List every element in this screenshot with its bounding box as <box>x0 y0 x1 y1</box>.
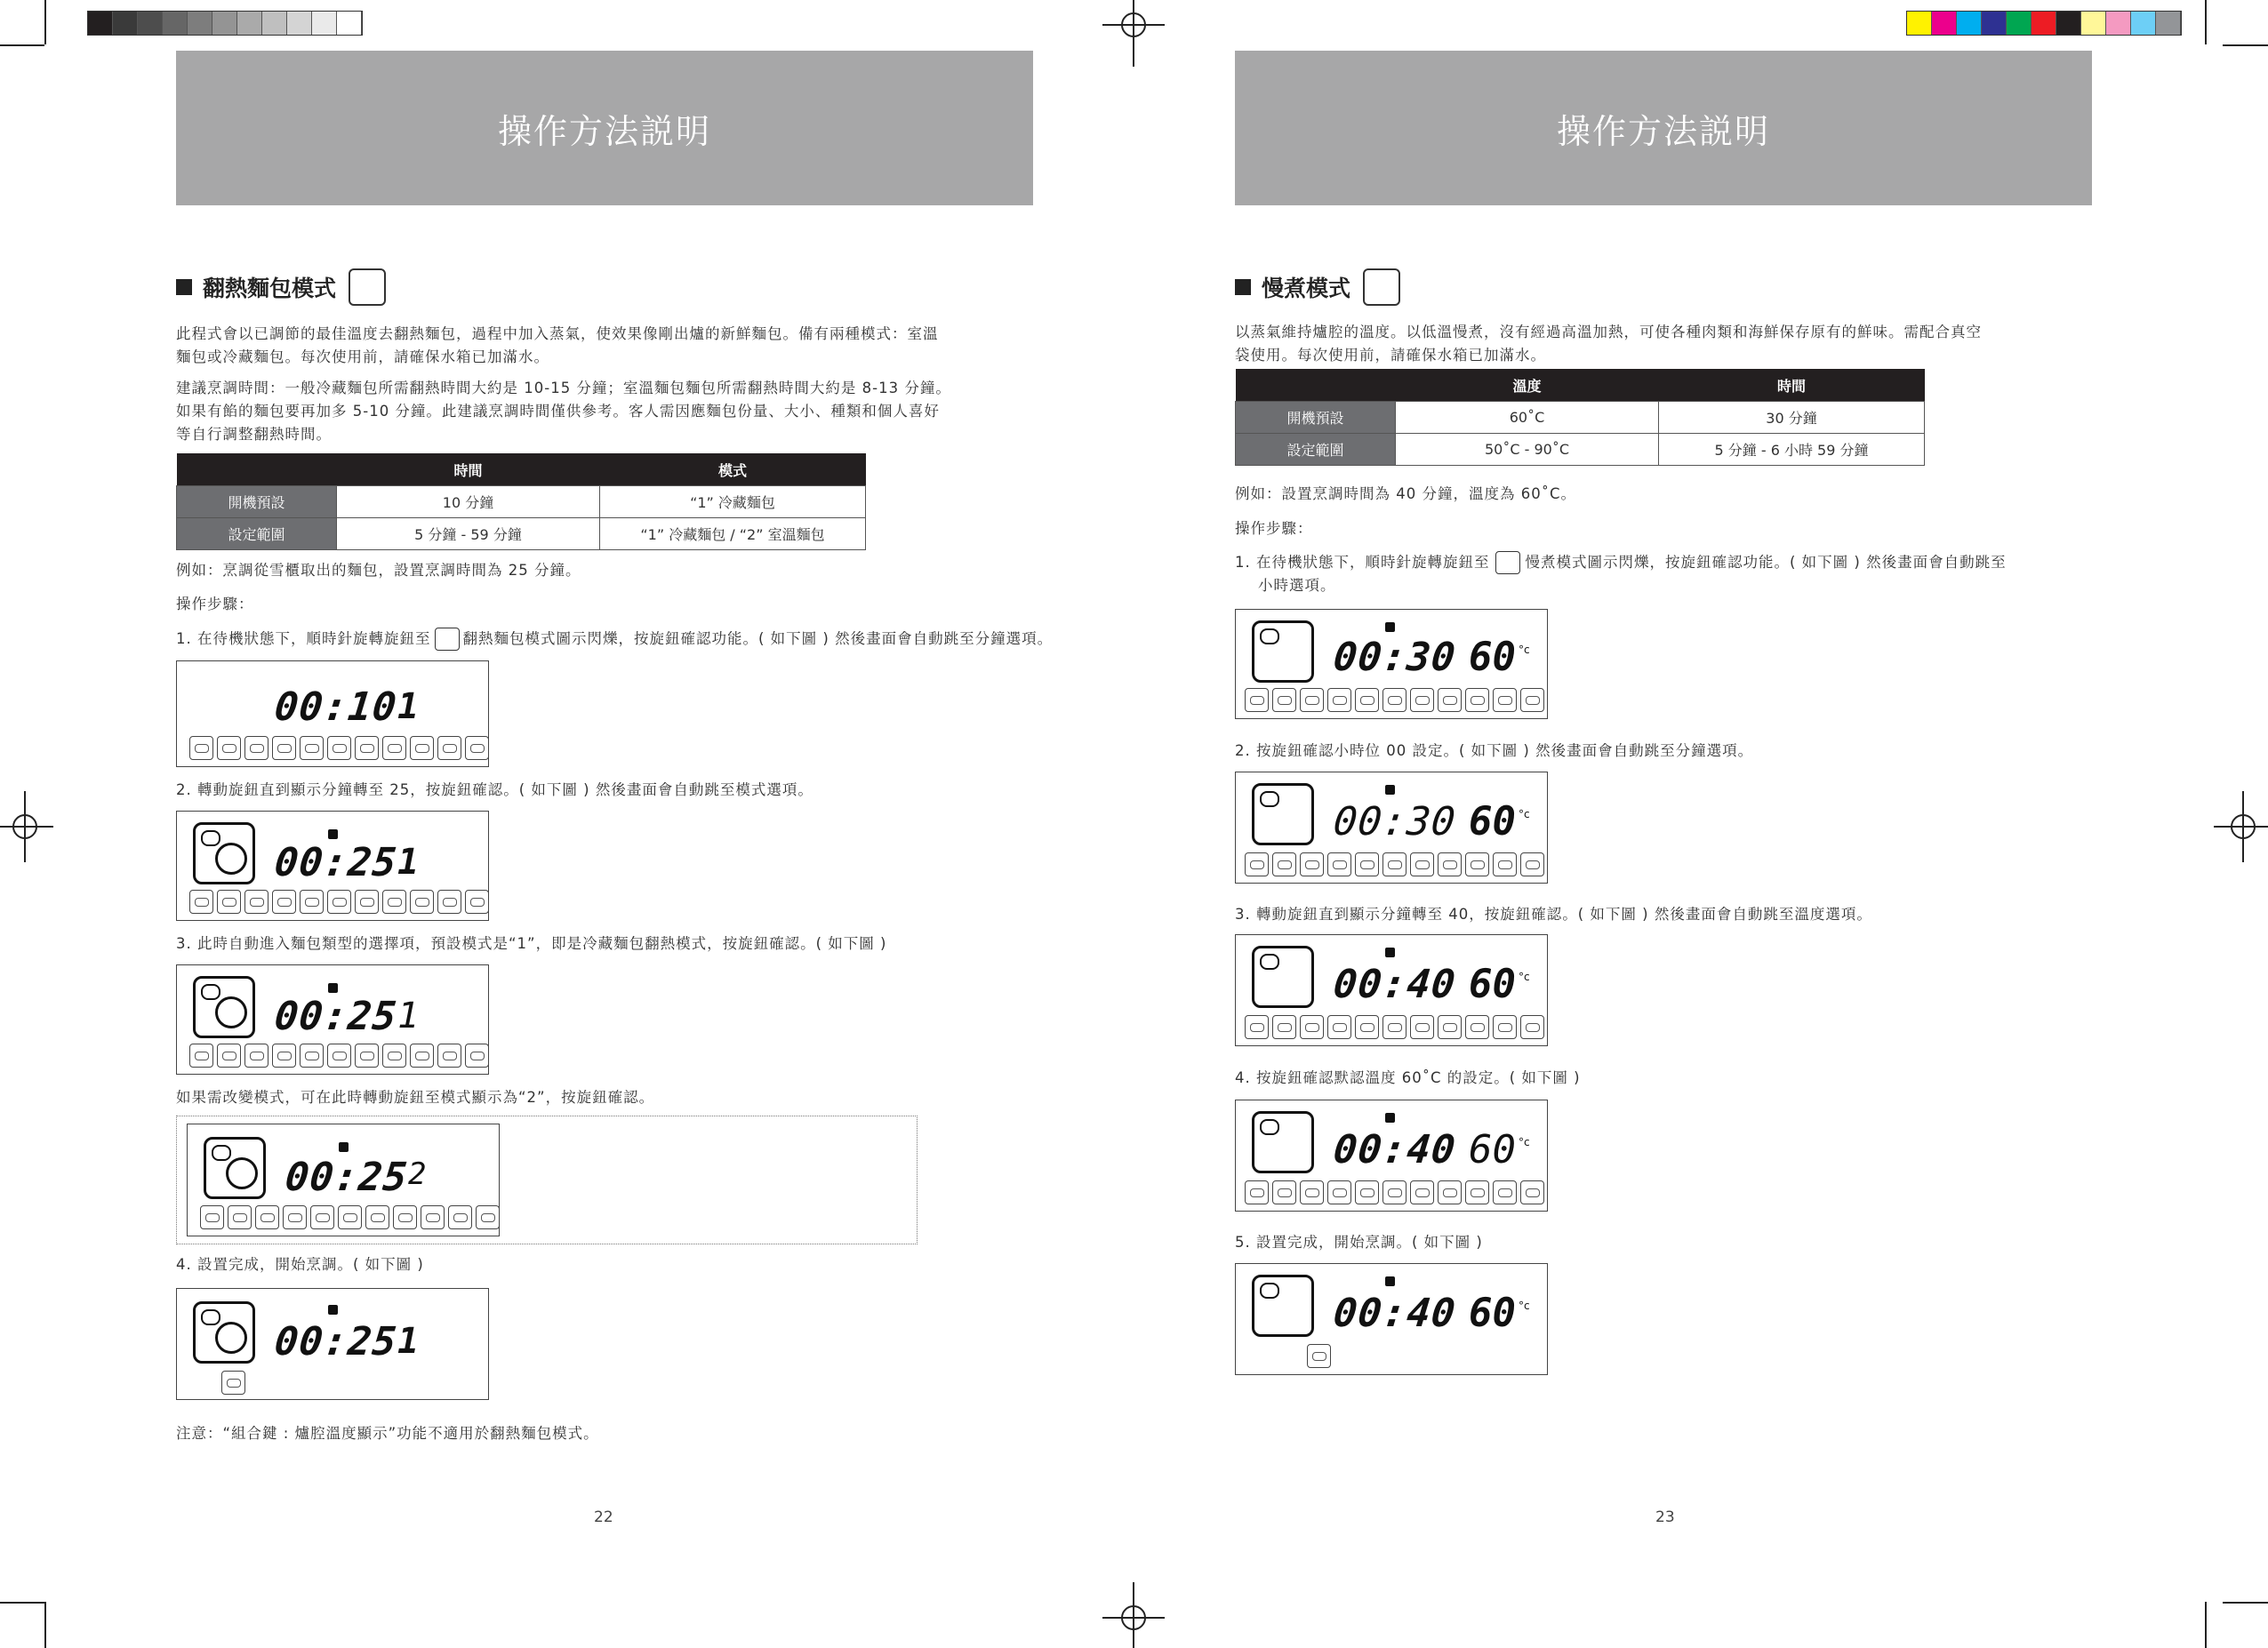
function-icon <box>1355 1180 1379 1204</box>
right-page-header: 操作方法説明 <box>1235 51 2092 205</box>
crop-mark <box>2223 44 2268 46</box>
color-swatch <box>88 12 113 35</box>
lcd-time: 00:10 <box>272 684 400 730</box>
right-step1-text-b: 慢煮模式圖示閃爍，按旋鈕確認功能。( 如下圖 ) 然後畫面會自動跳至 <box>1525 554 2007 571</box>
color-swatch <box>2032 12 2056 35</box>
table-corner <box>1236 369 1396 402</box>
function-icon <box>465 890 489 914</box>
row-label-default: 開機預設 <box>1236 402 1396 434</box>
color-swatch <box>113 12 138 35</box>
bread-fan-icon <box>204 1137 266 1199</box>
cell-temp: 60˚C <box>1396 402 1659 434</box>
function-icon <box>327 736 351 760</box>
function-icon <box>1355 852 1379 876</box>
lcd-temp: 60 <box>1469 962 1516 1007</box>
function-icon <box>421 1205 445 1229</box>
function-icon <box>1300 1015 1324 1039</box>
lcd-display <box>176 964 489 1075</box>
color-swatch <box>237 12 262 35</box>
crop-mark <box>0 1602 44 1604</box>
function-icon <box>355 1044 379 1068</box>
crop-mark <box>2223 1602 2268 1604</box>
left-note: 注意：“組合鍵 : 爐腔溫度顯示”功能不適用於翻熱麵包模式。 <box>176 1425 599 1442</box>
function-icon <box>1493 852 1517 876</box>
lcd-degree-unit: °c <box>1519 808 1530 820</box>
function-icon <box>300 736 324 760</box>
square-bullet <box>176 279 192 295</box>
left-step3: 3. 此時自動進入麵包類型的選擇項，預設模式是“1”，即是冷藏麵包翻熱模式，按旋鈕確認。( 如下圖 ) <box>176 935 887 952</box>
function-icon <box>1493 1015 1517 1039</box>
function-icon <box>355 890 379 914</box>
function-icon <box>338 1205 362 1229</box>
table-row <box>177 518 866 550</box>
function-icon <box>1520 688 1544 712</box>
lcd-function-icons <box>189 1044 489 1068</box>
lcd-time: 00:25 <box>272 840 400 885</box>
function-icon <box>465 736 489 760</box>
crop-mark <box>44 0 46 44</box>
lcd-mode: 1 <box>397 1321 420 1362</box>
function-icon <box>244 736 268 760</box>
function-icon <box>200 1205 224 1229</box>
function-icon <box>1438 852 1462 876</box>
color-swatch <box>1932 12 1957 35</box>
function-icon <box>1520 1015 1544 1039</box>
function-icon <box>465 1044 489 1068</box>
lcd-display <box>187 1124 500 1236</box>
function-icon <box>1272 852 1296 876</box>
lcd-function-icons <box>1245 688 1544 712</box>
color-swatch <box>2106 12 2131 35</box>
lcd-function-icons <box>189 736 489 760</box>
cell-mode: “1” 冷藏麵包 / “2” 室溫麵包 <box>600 518 866 550</box>
bread-fan-icon <box>193 1301 255 1364</box>
square-bullet <box>1235 279 1251 295</box>
function-icon <box>1327 688 1351 712</box>
left-step4: 4. 設置完成，開始烹調。( 如下圖 ) <box>176 1256 424 1273</box>
function-icon <box>1465 688 1489 712</box>
function-icon <box>189 890 213 914</box>
lcd-display <box>1235 1100 1548 1212</box>
color-swatch <box>163 12 188 35</box>
lcd-mode: 2 <box>408 1156 427 1192</box>
function-icon <box>217 890 241 914</box>
function-icon <box>272 1044 296 1068</box>
table-row <box>177 486 866 518</box>
color-swatch <box>287 12 312 35</box>
function-icon <box>217 736 241 760</box>
slow-cook-window-icon <box>1252 1111 1314 1173</box>
function-icon <box>1382 1180 1406 1204</box>
bell-icon <box>339 1142 349 1152</box>
left-step1-text: 1. 在待機狀態下，順時針旋轉旋鈕至 <box>176 630 431 647</box>
function-icon <box>1245 1180 1269 1204</box>
function-icon <box>1355 1015 1379 1039</box>
function-icon <box>272 736 296 760</box>
function-icon <box>1382 688 1406 712</box>
lcd-temp: 60 <box>1469 1291 1516 1336</box>
right-step1 <box>1235 551 2088 597</box>
table-header-time: 時間 <box>1659 369 1925 402</box>
lcd-display <box>176 660 489 767</box>
left-section-title-text: 翻熱麵包模式 <box>203 276 337 301</box>
cell-time: 10 分鐘 <box>337 486 600 518</box>
cell-time: 5 分鐘 - 6 小時 59 分鐘 <box>1659 434 1925 466</box>
function-icon <box>1438 1180 1462 1204</box>
table-corner <box>177 453 337 486</box>
lcd-temp: 60 <box>1469 635 1516 680</box>
lcd-active-icon <box>221 1371 245 1395</box>
right-section-title-text: 慢煮模式 <box>1262 276 1351 301</box>
function-icon <box>283 1205 307 1229</box>
function-icon <box>255 1205 279 1229</box>
right-step2: 2. 按旋鈕確認小時位 00 設定。( 如下圖 ) 然後畫面會自動跳至分鐘選項。 <box>1235 742 1754 759</box>
lcd-time: 00:25 <box>283 1155 411 1200</box>
color-swatch <box>1982 12 2007 35</box>
function-icon <box>1355 688 1379 712</box>
bell-icon <box>1385 622 1395 632</box>
left-advice-line: 建議烹調時間：一般冷藏麵包所需翻熱時間大約是 10-15 分鐘；室溫麵包麵包所需翻熱時間大約是 8-13 分鐘。 <box>176 380 951 396</box>
function-icon <box>1438 1015 1462 1039</box>
function-icon <box>410 736 434 760</box>
function-icon <box>310 1205 334 1229</box>
bread-fan-icon <box>193 822 255 884</box>
crop-mark <box>0 44 44 46</box>
registration-mark-right <box>2214 791 2268 862</box>
left-change-mode: 如果需改變模式，可在此時轉動旋鈕至模式顯示為“2”，按旋鈕確認。 <box>176 1089 655 1106</box>
function-icon <box>1493 688 1517 712</box>
lcd-time: 00:40 <box>1331 962 1459 1007</box>
lcd-active-icon <box>1307 1344 1331 1368</box>
page-number-left: 22 <box>594 1508 613 1526</box>
function-icon <box>382 1044 406 1068</box>
slow-cook-mode-icon <box>1495 551 1520 574</box>
grayscale-bar <box>87 11 363 36</box>
color-swatch <box>312 12 337 35</box>
function-icon <box>476 1205 500 1229</box>
function-icon <box>1327 852 1351 876</box>
function-icon <box>228 1205 252 1229</box>
function-icon <box>300 1044 324 1068</box>
function-icon <box>327 890 351 914</box>
registration-mark-bottom <box>1102 1582 1165 1648</box>
lcd-mode: 1 <box>397 686 420 727</box>
color-swatch <box>262 12 287 35</box>
function-icon <box>1465 1180 1489 1204</box>
left-spec-table <box>176 453 866 550</box>
row-label-range: 設定範圍 <box>177 518 337 550</box>
color-swatch <box>138 12 163 35</box>
function-icon <box>365 1205 389 1229</box>
table-row <box>1236 434 1925 466</box>
right-example: 例如：設置烹調時間為 40 分鐘，溫度為 60˚C。 <box>1235 485 1576 502</box>
lcd-degree-unit: °c <box>1519 644 1530 656</box>
right-intro-line: 以蒸氣維持爐腔的溫度。以低溫慢煮，沒有經過高溫加熱，可使各種肉類和海鮮保存原有的鮮味。需配合真空 <box>1235 324 1982 340</box>
left-example: 例如：烹調從雪櫃取出的麵包，設置烹調時間為 25 分鐘。 <box>176 562 581 579</box>
right-intro <box>1235 321 2088 367</box>
crop-mark <box>2205 1602 2207 1648</box>
color-swatch <box>1957 12 1982 35</box>
lcd-time: 00:40 <box>1331 1291 1459 1336</box>
slow-cook-window-icon <box>1252 783 1314 845</box>
function-icon <box>1327 1015 1351 1039</box>
function-icon <box>189 736 213 760</box>
lcd-time: 00:25 <box>272 994 400 1039</box>
left-intro-line: 此程式會以已調節的最佳溫度去翻熱麵包，過程中加入蒸氣，使效果像剛出爐的新鮮麵包。備有兩種模式：室溫 <box>176 325 939 342</box>
function-icon <box>300 890 324 914</box>
lcd-time: 00:30 <box>1331 799 1459 844</box>
function-icon <box>1272 688 1296 712</box>
function-icon <box>1410 1015 1434 1039</box>
lcd-time: 00:25 <box>272 1319 400 1364</box>
color-swatch <box>2056 12 2081 35</box>
bread-fan-icon <box>193 976 255 1038</box>
function-icon <box>437 890 461 914</box>
function-icon <box>1410 852 1434 876</box>
function-icon <box>244 1044 268 1068</box>
left-advice-line: 等自行調整翻熱時間。 <box>176 426 332 443</box>
row-label-default: 開機預設 <box>177 486 337 518</box>
left-advice-line: 如果有餡的麵包要再加多 5-10 分鐘。此建議烹調時間僅供參考。客人需因應麵包份量、大小、種類和個人喜好 <box>176 403 940 420</box>
function-icon <box>1245 852 1269 876</box>
registration-mark-left <box>0 791 53 862</box>
lcd-display <box>176 1288 489 1400</box>
lcd-mode: 1 <box>397 842 420 883</box>
bell-icon <box>328 1305 338 1315</box>
bell-icon <box>328 829 338 839</box>
function-icon <box>1245 1015 1269 1039</box>
lcd-temp: 60 <box>1469 1127 1516 1172</box>
lcd-display <box>176 811 489 921</box>
table-header-time: 時間 <box>337 453 600 486</box>
function-icon <box>244 890 268 914</box>
left-intro <box>176 323 1030 369</box>
right-step5: 5. 設置完成，開始烹調。( 如下圖 ) <box>1235 1234 1483 1251</box>
right-spec-table <box>1235 369 1925 466</box>
registration-mark-top <box>1102 0 1165 67</box>
bread-mode-icon <box>435 628 460 651</box>
left-step2: 2. 轉動旋鈕直到顯示分鐘轉至 25，按旋鈕確認。( 如下圖 ) 然後畫面會自動跳至模式選項。 <box>176 781 813 798</box>
function-icon <box>1410 1180 1434 1204</box>
right-step4: 4. 按旋鈕確認默認溫度 60˚C 的設定。( 如下圖 ) <box>1235 1069 1581 1086</box>
left-steps-label: 操作步驟： <box>176 596 254 612</box>
bell-icon <box>1385 948 1395 957</box>
left-step1-text-b: 翻熱麵包模式圖示閃爍，按旋鈕確認功能。( 如下圖 ) 然後畫面會自動跳至分鐘選項。 <box>462 630 1054 647</box>
function-icon <box>1410 688 1434 712</box>
right-step3: 3. 轉動旋鈕直到顯示分鐘轉至 40，按旋鈕確認。( 如下圖 ) 然後畫面會自動跳至溫度選項。 <box>1235 906 1872 923</box>
function-icon <box>1465 1015 1489 1039</box>
function-icon <box>217 1044 241 1068</box>
bell-icon <box>328 983 338 993</box>
function-icon <box>1465 852 1489 876</box>
crop-mark <box>2205 0 2207 44</box>
function-icon <box>437 1044 461 1068</box>
left-advice <box>176 377 1030 446</box>
bell-icon <box>1385 1276 1395 1286</box>
function-icon <box>189 1044 213 1068</box>
lcd-function-icons <box>189 890 489 914</box>
lcd-degree-unit: °c <box>1519 1300 1530 1312</box>
function-icon <box>1493 1180 1517 1204</box>
lcd-function-icons <box>1245 1015 1544 1039</box>
lcd-function-icons <box>200 1205 500 1229</box>
page-number-right: 23 <box>1655 1508 1675 1526</box>
slow-cook-icon <box>1363 268 1400 306</box>
function-icon <box>1382 852 1406 876</box>
right-steps-label: 操作步驟： <box>1235 520 1313 537</box>
color-swatch <box>2081 12 2106 35</box>
function-icon <box>1300 1180 1324 1204</box>
right-step1-text: 1. 在待機狀態下，順時針旋轉旋鈕至 <box>1235 554 1490 571</box>
lcd-display <box>1235 772 1548 884</box>
function-icon <box>1300 852 1324 876</box>
function-icon <box>410 890 434 914</box>
slow-cook-window-icon <box>1252 1275 1314 1337</box>
function-icon <box>327 1044 351 1068</box>
function-icon <box>355 736 379 760</box>
function-icon <box>1272 1180 1296 1204</box>
function-icon <box>1438 688 1462 712</box>
function-icon <box>272 890 296 914</box>
function-icon <box>410 1044 434 1068</box>
function-icon <box>448 1205 472 1229</box>
lcd-time: 00:40 <box>1331 1127 1459 1172</box>
right-intro-line: 袋使用。每次使用前，請確保水箱已加滿水。 <box>1235 347 1546 364</box>
cell-time: 5 分鐘 - 59 分鐘 <box>337 518 600 550</box>
function-icon <box>1272 1015 1296 1039</box>
lcd-function-icons <box>1245 1180 1544 1204</box>
bell-icon <box>1385 785 1395 795</box>
function-icon <box>382 736 406 760</box>
color-swatch <box>2007 12 2032 35</box>
function-icon <box>1520 852 1544 876</box>
lcd-function-icons <box>1245 852 1544 876</box>
function-icon <box>1300 688 1324 712</box>
left-intro-line: 麵包或冷藏麵包。每次使用前，請確保水箱已加滿水。 <box>176 348 549 365</box>
left-step1 <box>176 628 1053 651</box>
function-icon <box>1245 688 1269 712</box>
crop-mark <box>44 1602 46 1648</box>
function-icon <box>1327 1180 1351 1204</box>
lcd-display <box>1235 934 1548 1046</box>
lcd-degree-unit: °c <box>1519 971 1530 983</box>
lcd-mode: 1 <box>397 996 420 1036</box>
lcd-degree-unit: °c <box>1519 1136 1530 1148</box>
function-icon <box>393 1205 417 1229</box>
row-label-range: 設定範圍 <box>1236 434 1396 466</box>
slow-cook-window-icon <box>1252 946 1314 1008</box>
bell-icon <box>1385 1113 1395 1123</box>
left-page-header: 操作方法説明 <box>176 51 1033 205</box>
color-swatch <box>2131 12 2156 35</box>
cell-mode: “1” 冷藏麵包 <box>600 486 866 518</box>
color-swatch <box>188 12 212 35</box>
table-header-temp: 溫度 <box>1396 369 1659 402</box>
lcd-display <box>1235 1263 1548 1375</box>
function-icon <box>1520 1180 1544 1204</box>
color-swatch <box>337 12 362 35</box>
color-swatch <box>212 12 237 35</box>
lcd-temp: 60 <box>1469 799 1516 844</box>
cell-time: 30 分鐘 <box>1659 402 1925 434</box>
cell-temp: 50˚C - 90˚C <box>1396 434 1659 466</box>
right-step1-text-c: 小時選項。 <box>1258 577 1336 594</box>
left-section-title <box>176 268 386 306</box>
slow-cook-window-icon <box>1252 620 1314 683</box>
lcd-time: 00:30 <box>1331 635 1459 680</box>
function-icon <box>382 890 406 914</box>
color-bar <box>1906 11 2182 36</box>
bread-steam-icon <box>349 268 386 306</box>
color-swatch <box>2156 12 2181 35</box>
color-swatch <box>1907 12 1932 35</box>
function-icon <box>437 736 461 760</box>
right-section-title <box>1235 268 1400 306</box>
function-icon <box>1382 1015 1406 1039</box>
table-row <box>1236 402 1925 434</box>
table-header-mode: 模式 <box>600 453 866 486</box>
lcd-display <box>1235 609 1548 719</box>
